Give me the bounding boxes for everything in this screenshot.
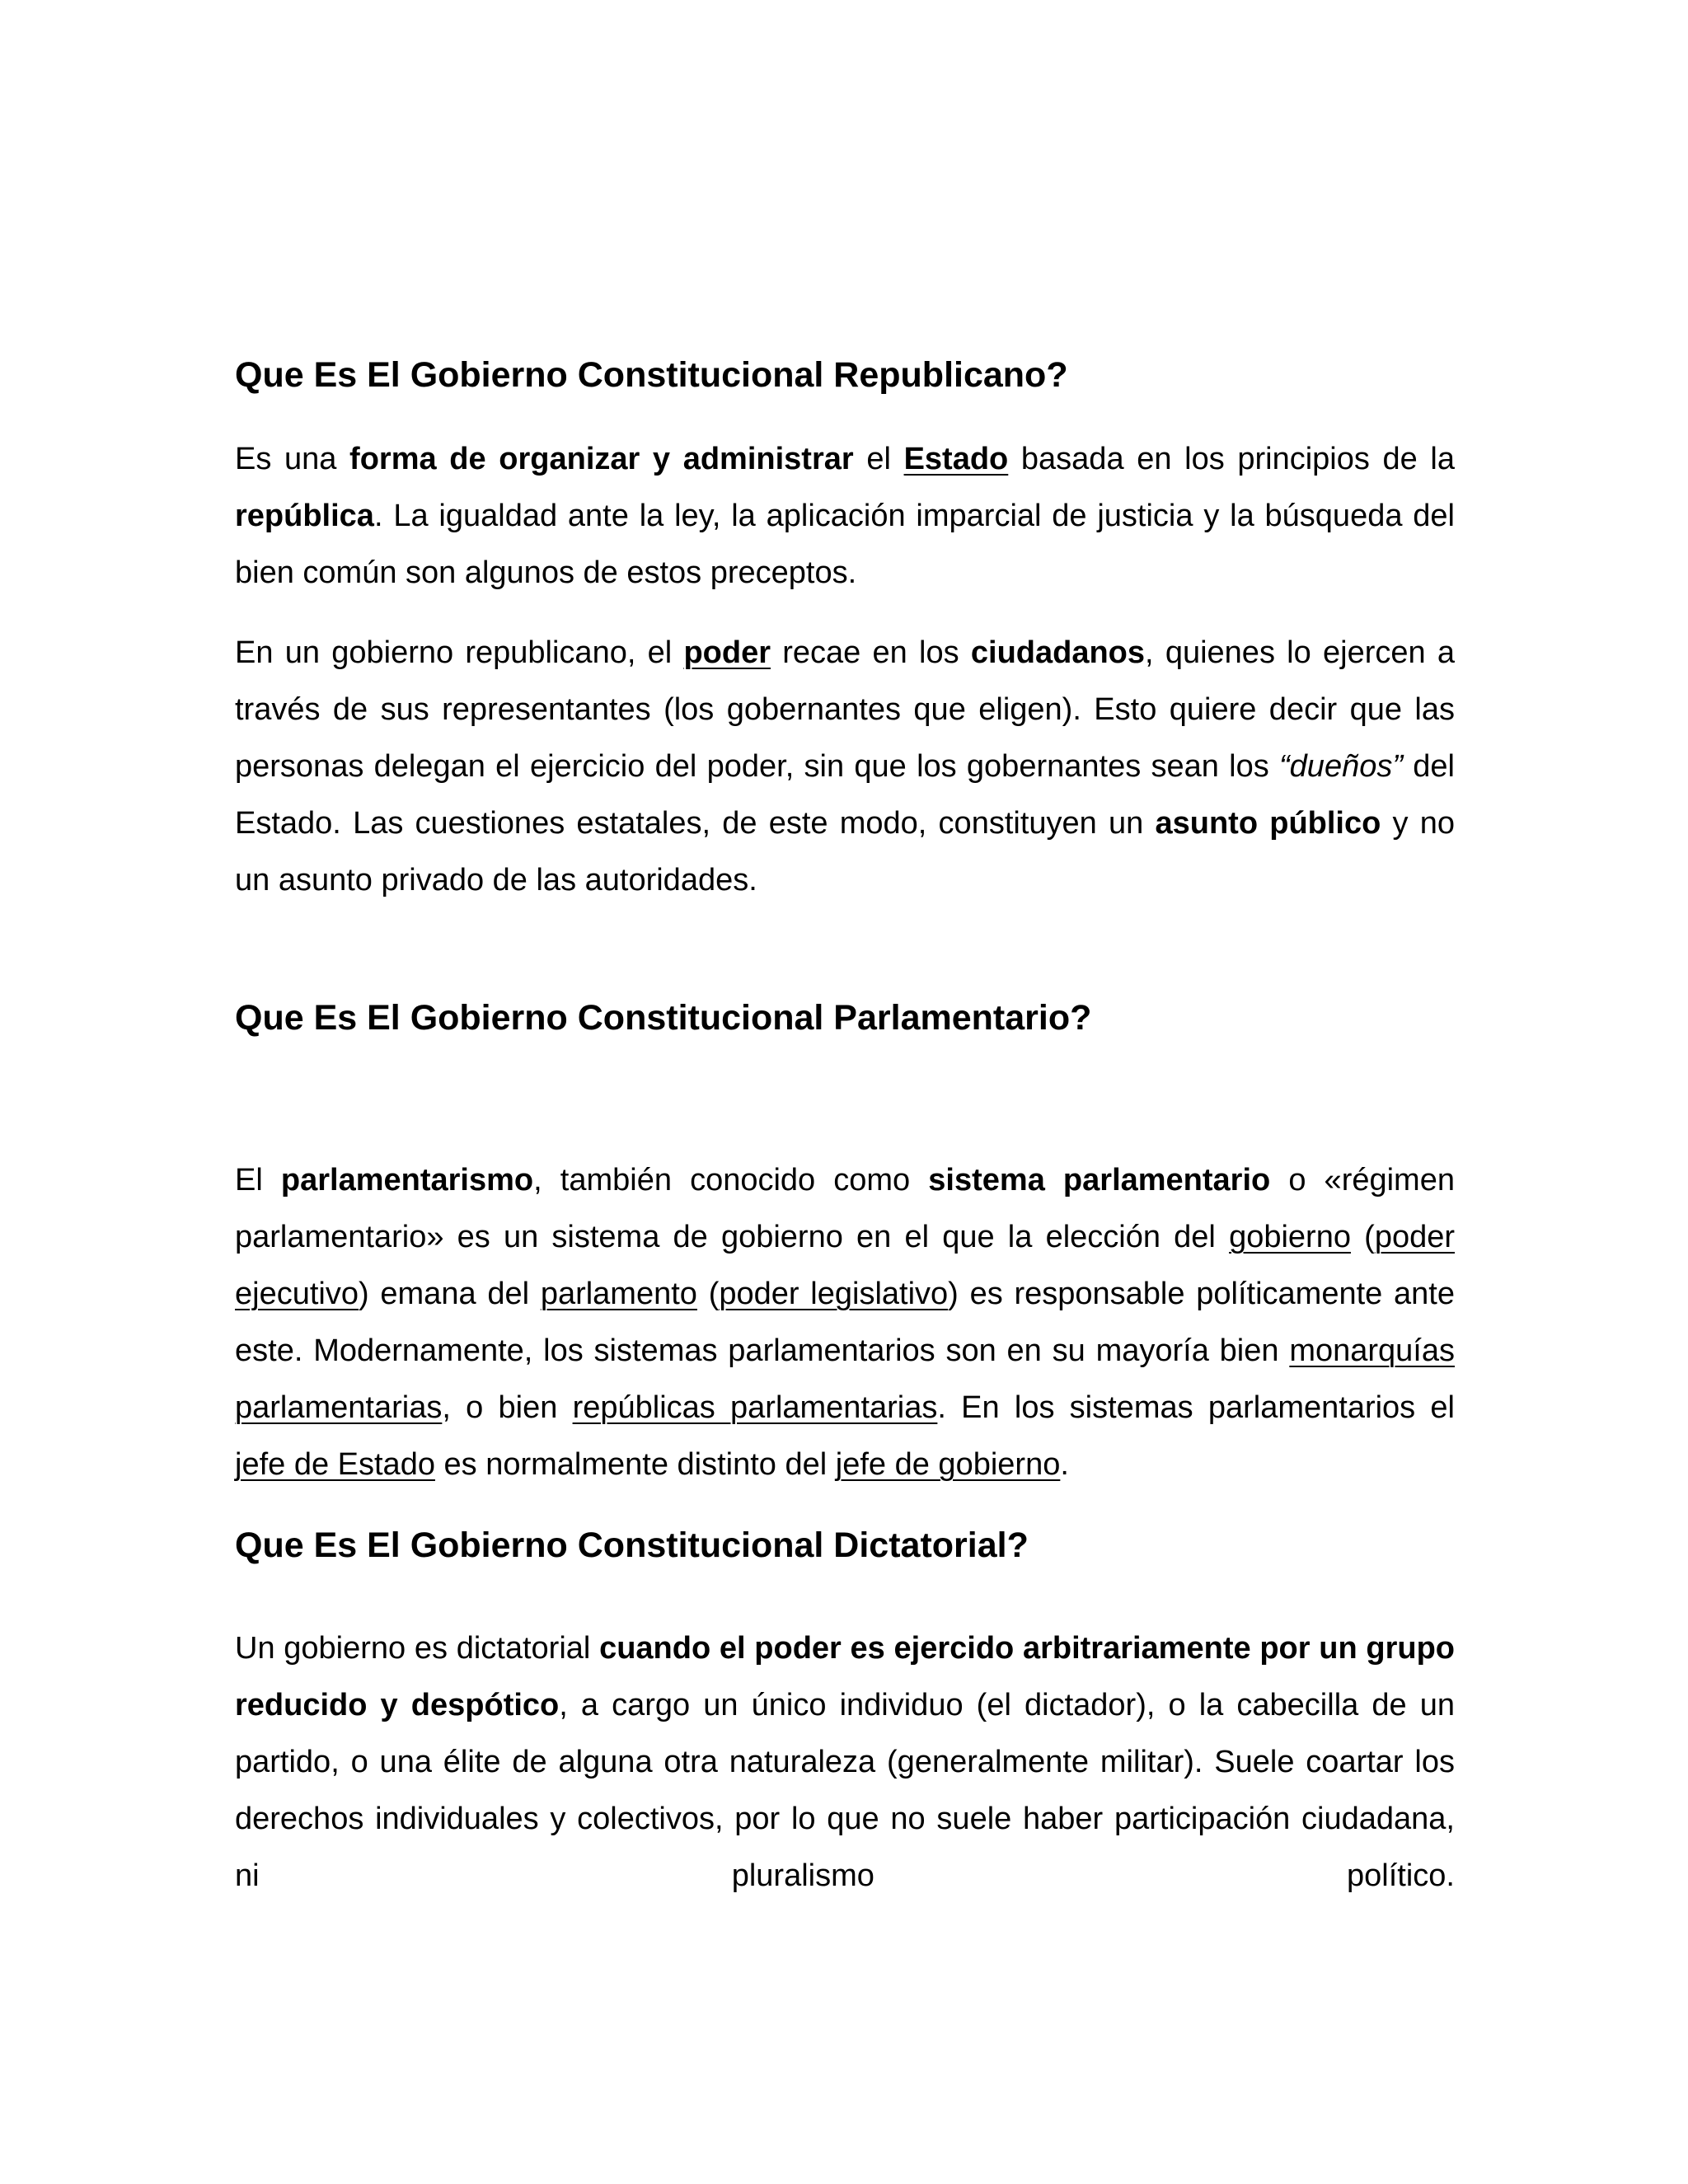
link-poder-legislativo[interactable]: poder legislativo: [719, 1277, 949, 1311]
section-dictatorial-body: [235, 1620, 1455, 1905]
paragraph-dictatorial: [235, 1620, 1455, 1905]
text-run: y no un asunto privado de las autoridades.: [235, 806, 1455, 898]
text-run: el: [853, 442, 904, 476]
section-parlamentario-body: [235, 1152, 1455, 1493]
text-run: Es una: [235, 442, 350, 476]
text-run: . En los sistemas parlamentarios el: [937, 1390, 1455, 1425]
link-poder-ejecutivo[interactable]: poder ejecutivo: [235, 1220, 1456, 1311]
section-republicano-body-2: [235, 625, 1455, 909]
text-run: o «régimen parlamentario» es un sistema de gobierno en el que la elección del: [235, 1163, 1455, 1254]
paragraph-parlamentario: [235, 1152, 1455, 1493]
link-jefe-de-estado[interactable]: jefe de Estado: [235, 1447, 435, 1482]
link-poder[interactable]: poder: [683, 635, 771, 670]
bold-text: cuando el poder es ejercido arbitrariamente por un grupo reducido y despótico: [235, 1631, 1455, 1722]
text-run: , también conocido como: [533, 1163, 929, 1197]
link-parlamento[interactable]: parlamento: [540, 1277, 697, 1311]
text-run: ) es responsable políticamente ante este. Modernamente, los sistemas parlamentarios son en su mayoría bien: [235, 1277, 1455, 1368]
bold-text: parlamentarismo: [280, 1163, 534, 1197]
text-run: (: [696, 1277, 720, 1311]
bold-text: sistema parlamentario: [928, 1163, 1271, 1197]
text-run: , quienes lo ejercen a través de sus representantes (los gobernantes que eligen). Esto quiere decir que las personas delegan el ejercicio del poder, sin que los gobernantes sean los: [235, 635, 1455, 784]
text-run: En un gobierno republicano, el: [235, 635, 684, 670]
section-republicano-body: [235, 431, 1455, 602]
link-gobierno[interactable]: gobierno: [1229, 1220, 1351, 1254]
bold-text: república: [235, 499, 374, 533]
text-run: El: [235, 1163, 281, 1197]
section-parlamentario: [235, 993, 1455, 1043]
text-run: ) emana del: [358, 1277, 541, 1311]
link-monarquias-parlamentarias[interactable]: monarquías parlamentarias: [235, 1333, 1455, 1425]
link-republicas-parlamentarias[interactable]: repúblicas parlamentarias: [572, 1390, 938, 1425]
link-estado[interactable]: Estado: [903, 442, 1009, 476]
link-jefe-de-gobierno[interactable]: jefe de gobierno: [835, 1447, 1061, 1482]
text-run: del Estado. Las cuestiones estatales, de este modo, constituyen un: [235, 749, 1455, 841]
section-dictatorial: [235, 1521, 1455, 1570]
heading-republicano: Que Es El Gobierno Constitucional Republicano?: [235, 355, 1068, 395]
bold-text: asunto público: [1155, 806, 1381, 841]
heading-parlamentario: Que Es El Gobierno Constitucional Parlamentario?: [235, 998, 1092, 1038]
text-run: basada en los principios de la: [1008, 442, 1455, 476]
text-run: es normalmente distinto del: [434, 1447, 836, 1482]
italic-text: “dueños”: [1279, 749, 1403, 784]
text-run: . La igualdad ante la ley, la aplicación imparcial de justicia y la búsqueda del bien común son algunos de estos preceptos.: [235, 499, 1455, 590]
text-run: , o bien: [442, 1390, 573, 1425]
text-run: (: [1350, 1220, 1375, 1254]
text-run: Un gobierno es dictatorial: [235, 1631, 600, 1666]
section-republicano: [235, 350, 1455, 400]
paragraph-republicano-2: [235, 625, 1455, 909]
bold-text: forma de organizar y administrar: [349, 442, 854, 476]
text-run: recae en los: [771, 635, 971, 670]
heading-dictatorial: Que Es El Gobierno Constitucional Dictatorial?: [235, 1526, 1029, 1565]
text-run: .: [1060, 1447, 1069, 1482]
bold-text: ciudadanos: [970, 635, 1146, 670]
text-run: , a cargo un único individuo (el dictador), o la cabecilla de un partido, o una élite de alguna otra naturaleza (generalmente militar). Suele coartar los derechos individuales y colectivos, por lo que no suele haber participación ciudadana, ni pluralismo político.: [235, 1688, 1455, 1893]
paragraph-republicano-1: [235, 431, 1455, 602]
